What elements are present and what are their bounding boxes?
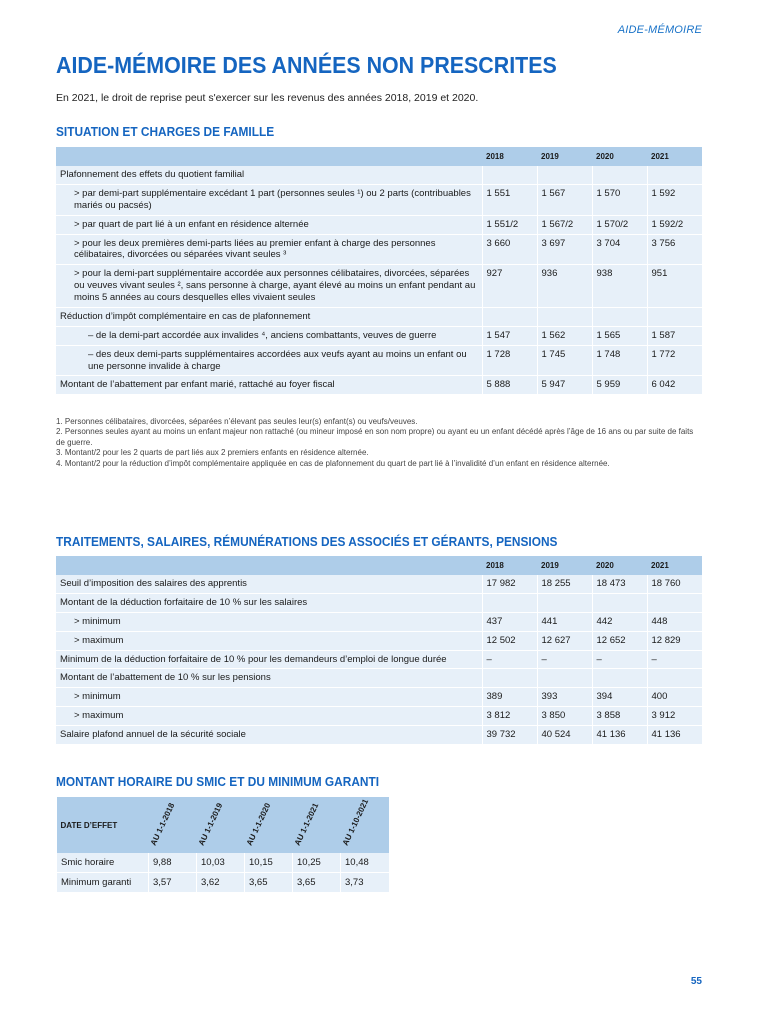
cell-value: 938	[592, 265, 647, 308]
row-label: Minimum garanti	[57, 873, 149, 893]
footnote: 2. Personnes seules ayant au moins un enfant majeur non rattaché (ou mineur imposé en son nom propre) ou ayant eu un enfant décédé après l’âge de 16 ans ou par suite de faits de guerre.	[56, 427, 694, 447]
row-label: – des deux demi-parts supplémentaires accordées aux veufs ayant au moins un enfant ou une personne invalide à charge	[56, 345, 482, 376]
cell-value: 3 704	[592, 234, 647, 265]
cell-value: 3 858	[592, 707, 647, 726]
table-row	[56, 726, 702, 745]
cell-value: 1 570	[592, 184, 647, 215]
cell-value: 10,15	[245, 853, 293, 873]
cell-value: 3 812	[482, 707, 537, 726]
cell-value: 3,65	[293, 873, 341, 893]
cell-value: 5 959	[592, 376, 647, 395]
cell-value	[647, 669, 702, 688]
cell-value: 3,57	[149, 873, 197, 893]
cell-value: 10,03	[197, 853, 245, 873]
table-header-row	[57, 797, 389, 853]
table-row	[56, 631, 702, 650]
cell-value: 12 502	[482, 631, 537, 650]
cell-value: 17 982	[482, 575, 537, 593]
row-label: Plafonnement des effets du quotient familial	[56, 166, 482, 184]
footnotes	[56, 417, 702, 469]
cell-value: 18 760	[647, 575, 702, 593]
table-row	[56, 575, 702, 593]
cell-value: 394	[592, 688, 647, 707]
cell-value: 441	[537, 612, 592, 631]
cell-value: 1 562	[537, 326, 592, 345]
cell-value: 39 732	[482, 726, 537, 745]
cell-value: 3,62	[197, 873, 245, 893]
page-title: AIDE-MÉMOIRE DES ANNÉES NON PRESCRITES	[56, 52, 557, 78]
cell-value	[482, 166, 537, 184]
year-header: 2021	[647, 147, 702, 166]
row-label: > pour la demi-part supplémentaire accordée aux personnes célibataires, divorcées, séparées ou veuves vivant seules ², sans personne à charge, ayant élevé au moins un enfant pendant au moins 5 années au cours desquelles elles vivaient seules	[56, 265, 482, 308]
row-label: – de la demi-part accordée aux invalides ⁴, anciens combattants, veuves de guerre	[56, 326, 482, 345]
row-label: Montant de la déduction forfaitaire de 10 % sur les salaires	[56, 593, 482, 612]
table-row	[56, 688, 702, 707]
section-title-salaires: TRAITEMENTS, SALAIRES, RÉMUNÉRATIONS DES ASSOCIÉS ET GÉRANTS, PENSIONS	[56, 535, 558, 549]
year-header: 2020	[592, 147, 647, 166]
header-label-cell	[56, 556, 482, 575]
year-header: 2018	[482, 556, 537, 575]
cell-value	[537, 166, 592, 184]
cell-value: 400	[647, 688, 702, 707]
footnote: 4. Montant/2 pour la réduction d’impôt complémentaire appliquée en cas de plafonnement du quart de part lié à l’invalidité d’un enfant en résidence alternée.	[56, 458, 610, 468]
year-header: 2018	[482, 147, 537, 166]
section-title-famille: SITUATION ET CHARGES DE FAMILLE	[56, 125, 275, 139]
cell-value: 1 592	[647, 184, 702, 215]
cell-value	[592, 669, 647, 688]
cell-value: 1 728	[482, 345, 537, 376]
cell-value: 1 592/2	[647, 215, 702, 234]
row-label: > maximum	[56, 631, 482, 650]
table-row	[56, 345, 702, 376]
cell-value: 18 473	[592, 575, 647, 593]
date-column-header: AU 1-1-2019	[197, 797, 245, 853]
table-row	[56, 215, 702, 234]
year-header: 2021	[647, 556, 702, 575]
cell-value: 1 748	[592, 345, 647, 376]
table-row	[56, 184, 702, 215]
date-header: DATE D’EFFET	[57, 797, 149, 853]
cell-value: 5 947	[537, 376, 592, 395]
row-label: > minimum	[56, 688, 482, 707]
row-label: Minimum de la déduction forfaitaire de 10 % pour les demandeurs d’emploi de longue durée	[56, 650, 482, 669]
cell-value: 936	[537, 265, 592, 308]
cell-value: 40 524	[537, 726, 592, 745]
cell-value: 10,48	[341, 853, 389, 873]
cell-value: 1 567/2	[537, 215, 592, 234]
table-famille	[56, 147, 702, 395]
row-label: > minimum	[56, 612, 482, 631]
cell-value: 12 627	[537, 631, 592, 650]
running-header: AIDE-MÉMOIRE	[617, 24, 702, 36]
cell-value: –	[537, 650, 592, 669]
date-column-header: AU 1-1-2021	[293, 797, 341, 853]
row-label: Montant de l’abattement de 10 % sur les pensions	[56, 669, 482, 688]
cell-value: 1 745	[537, 345, 592, 376]
cell-value: 1 567	[537, 184, 592, 215]
cell-value: 3,73	[341, 873, 389, 893]
cell-value: 3,65	[245, 873, 293, 893]
cell-value: 437	[482, 612, 537, 631]
row-label: > pour les deux premières demi-parts liées au premier enfant à charge des personnes célibataires, divorcées ou séparées vivant seules ³	[56, 234, 482, 265]
date-column-header: AU 1-1-2018	[149, 797, 197, 853]
cell-value	[537, 593, 592, 612]
cell-value	[537, 307, 592, 326]
row-label: Salaire plafond annuel de la sécurité sociale	[56, 726, 482, 745]
row-label: Montant de l’abattement par enfant marié, rattaché au foyer fiscal	[56, 376, 482, 395]
row-label: > par demi-part supplémentaire excédant 1 part (personnes seules ¹) ou 2 parts (contribuables mariés ou pacsés)	[56, 184, 482, 215]
cell-value: 442	[592, 612, 647, 631]
table-row	[56, 234, 702, 265]
cell-value	[592, 307, 647, 326]
cell-value: –	[592, 650, 647, 669]
cell-value: 1 551/2	[482, 215, 537, 234]
footnote: 3. Montant/2 pour les 2 quarts de part liés aux 2 premiers enfants en résidence alternée.	[56, 448, 369, 458]
table-header-row	[56, 556, 702, 575]
cell-value	[482, 593, 537, 612]
table-row	[56, 376, 702, 395]
cell-value	[592, 166, 647, 184]
cell-value: 41 136	[647, 726, 702, 745]
cell-value: 1 547	[482, 326, 537, 345]
cell-value	[482, 669, 537, 688]
cell-value: 12 829	[647, 631, 702, 650]
page-number: 55	[690, 976, 702, 987]
cell-value: 3 912	[647, 707, 702, 726]
cell-value: 1 565	[592, 326, 647, 345]
table-row	[56, 307, 702, 326]
cell-value: 3 756	[647, 234, 702, 265]
cell-value	[482, 307, 537, 326]
table-row	[56, 707, 702, 726]
header-label-cell	[56, 147, 482, 166]
cell-value: 393	[537, 688, 592, 707]
cell-value: 3 697	[537, 234, 592, 265]
cell-value: 951	[647, 265, 702, 308]
table-row	[57, 853, 389, 873]
table-row	[56, 612, 702, 631]
cell-value: 6 042	[647, 376, 702, 395]
table-row	[56, 326, 702, 345]
table-row	[56, 593, 702, 612]
cell-value: 448	[647, 612, 702, 631]
table-smic	[56, 797, 389, 893]
cell-value: 9,88	[149, 853, 197, 873]
cell-value: –	[647, 650, 702, 669]
cell-value	[537, 669, 592, 688]
cell-value: 1 772	[647, 345, 702, 376]
section-title-smic: MONTANT HORAIRE DU SMIC ET DU MINIMUM GARANTI	[56, 775, 380, 789]
cell-value: 5 888	[482, 376, 537, 395]
cell-value: 3 660	[482, 234, 537, 265]
cell-value: 1 570/2	[592, 215, 647, 234]
table-header-row	[56, 147, 702, 166]
intro-text: En 2021, le droit de reprise peut s'exercer sur les revenus des années 2018, 2019 et 2020.	[56, 92, 479, 104]
cell-value: –	[482, 650, 537, 669]
cell-value: 18 255	[537, 575, 592, 593]
cell-value: 10,25	[293, 853, 341, 873]
year-header: 2019	[537, 556, 592, 575]
cell-value: 927	[482, 265, 537, 308]
cell-value	[647, 307, 702, 326]
date-column-header: AU 1-10-2021	[341, 797, 389, 853]
cell-value: 41 136	[592, 726, 647, 745]
row-label: Smic horaire	[57, 853, 149, 873]
row-label: Réduction d’impôt complémentaire en cas de plafonnement	[56, 307, 482, 326]
cell-value	[592, 593, 647, 612]
row-label: > maximum	[56, 707, 482, 726]
table-row	[56, 669, 702, 688]
cell-value: 1 587	[647, 326, 702, 345]
footnote: 1. Personnes célibataires, divorcées, séparées n’élevant pas seules leur(s) enfant(s) ou veufs/veuves.	[56, 417, 418, 426]
table-row	[56, 650, 702, 669]
table-row	[56, 166, 702, 184]
row-label: Seuil d’imposition des salaires des apprentis	[56, 575, 482, 593]
year-header: 2019	[537, 147, 592, 166]
cell-value: 1 551	[482, 184, 537, 215]
table-salaires	[56, 556, 702, 745]
row-label: > par quart de part lié à un enfant en résidence alternée	[56, 215, 482, 234]
cell-value	[647, 593, 702, 612]
cell-value	[647, 166, 702, 184]
cell-value: 3 850	[537, 707, 592, 726]
table-row	[57, 873, 389, 893]
date-column-header: AU 1-1-2020	[245, 797, 293, 853]
year-header: 2020	[592, 556, 647, 575]
cell-value: 12 652	[592, 631, 647, 650]
cell-value: 389	[482, 688, 537, 707]
table-row	[56, 265, 702, 308]
